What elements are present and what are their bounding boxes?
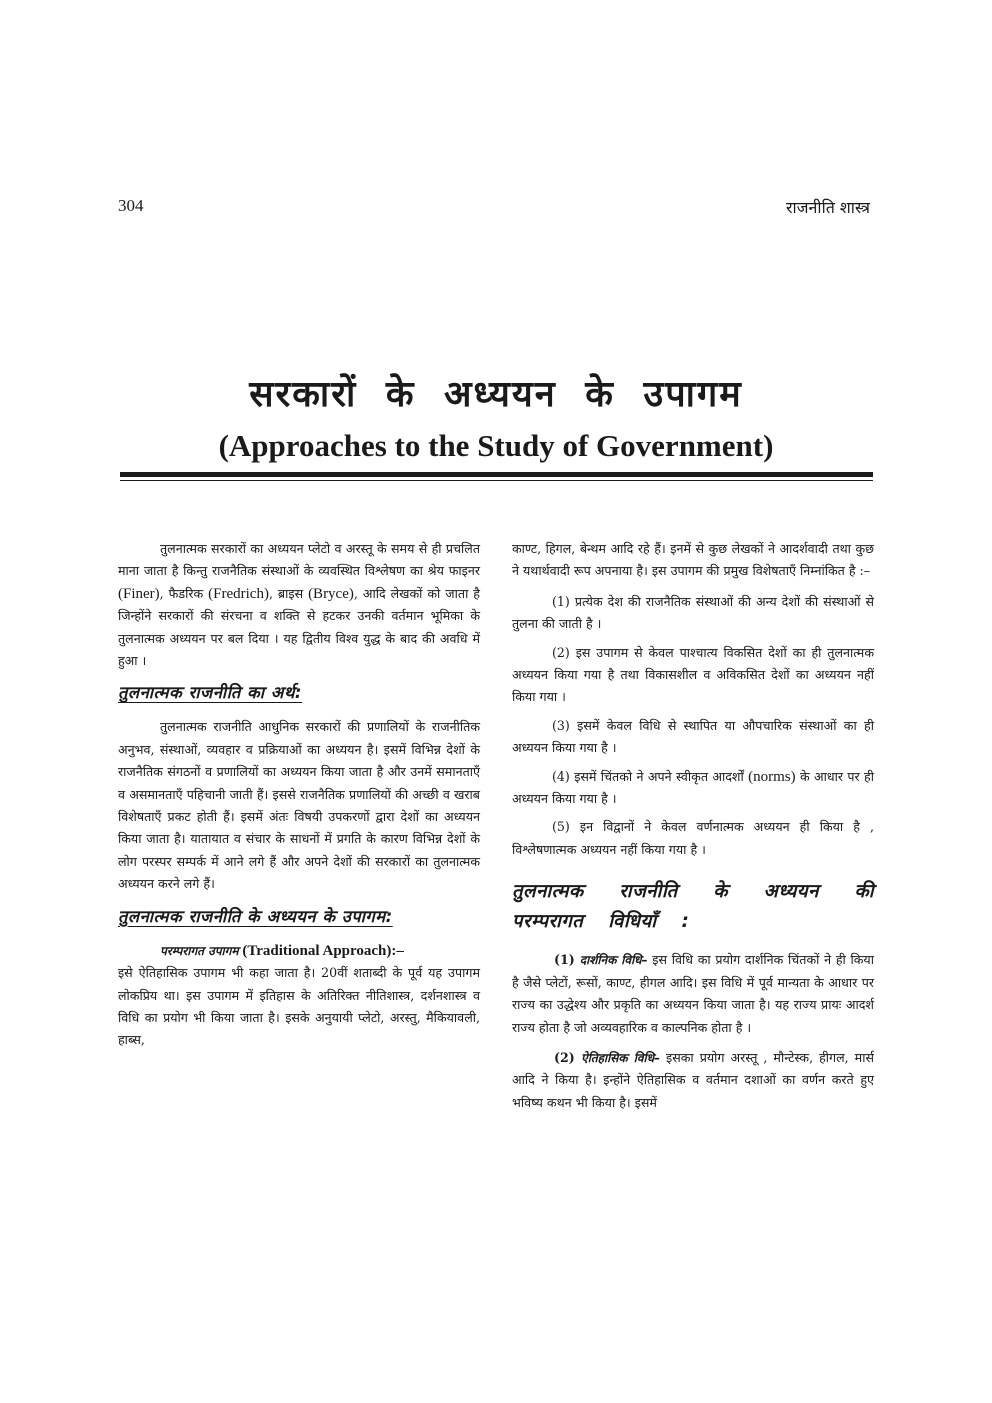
heading-traditional-methods: तुलनात्मक राजनीति के अध्ययन की परम्परागत विधियाँ : [512,881,874,933]
feature-4-tail: के आधार पर ही अध्ययन किया गया है । [512,768,874,807]
intro-text-3: , ब्राइस [268,585,309,601]
traditional-label-english: (Traditional Approach):– [238,942,404,959]
feature-item-5: (5) इन विद्वानों ने केवल वर्णनात्मक अध्ययन ही किया है , विश्लेषणात्मक अध्ययन नहीं किया गया है । [512,819,874,857]
page-number: 304 [118,196,144,215]
heading-meaning-text: तुलनात्मक राजनीति का अर्थ: [118,683,302,703]
method-2-number: (2) [554,1049,582,1065]
method-1-label: दार्शनिक विधि– [579,953,648,968]
left-column [118,538,480,1060]
feature-4-text: (4) इसमें चिंतको ने अपने स्वीकृत आदर्शों [552,768,749,784]
right-column [512,538,874,1122]
heading-meaning [118,682,480,704]
traditional-approach-paragraph: इसे ऐतिहासिक उपागम भी कहा जाता है। 20वीं शताब्दी के पूर्व यह उपागम लोकप्रिय था। इस उपागम में इतिहास के अतिरिक्त नीतिशास्त्र, दर्शनशास्त्र व विधि का प्रयोग भी किया जाता है। इसके अनुयायी प्लेटो, अरस्तु, मैकियावली, हाब्स, [118,965,480,1048]
title-rule-thick [120,472,873,477]
running-title: राजनीति शास्त्र [785,198,870,217]
method-2-label: ऐतिहासिक विधि– [581,1050,661,1065]
feature-item-4 [512,766,874,811]
intro-bryce: (Bryce) [308,585,354,602]
method-philosophical [512,949,874,1039]
continuation-paragraph: काण्ट, हिगल, बेन्थम आदि रहे हैं। इनमें से कुछ लेखकों ने आदर्शवादी तथा कुछ ने यथार्थवादी रूप अपनाया है। इस उपागम की प्रमुख विशेषताएँ निम्नांकित है :– [512,541,874,579]
intro-paragraph [118,538,480,672]
heading-approaches-text: तुलनात्मक राजनीति के अध्ययन के उपागम: [118,906,393,926]
traditional-label: परम्परागत उपागम [160,943,239,958]
traditional-approach-lead [118,940,480,962]
intro-text-1: तुलनात्मक सरकारों का अध्ययन प्लेटो व अरस्तू के समय से ही प्रचलित माना जाता है किन्तु राजनैतिक संस्थाओं के व्यवस्थित विश्लेषण का श्रेय फाइनर [118,541,480,579]
method-1-number: (1) [554,952,580,968]
feature-item-3: (3) इसमें केवल विधि से स्थापित या औपचारिक संस्थाओं का ही अध्ययन किया गया है । [512,717,874,756]
feature-item-1: (1) प्रत्येक देश की राजनैतिक संस्थाओं की अन्य देशों की संस्थाओं से तुलना की जाती है । [512,593,874,632]
intro-text-4: , आदि लेखकों को जाता है जिन्होंने सरकारों की संरचना व शक्ति से हटकर उनकी वर्तमान भूमिका के तुलनात्मक अध्ययन पर बल दिया । यह द्वितीय विश्व युद्ध के बाद की अवधि में हुआ । [118,585,480,669]
meaning-paragraph: तुलनात्मक राजनीति आधुनिक सरकारों की प्रणालियों के राजनीतिक अनुभव, संस्थाओं, व्यवहार व प्रक्रियाओं का अध्ययन है। इसमें विभिन्न देशों के राजनैतिक संगठनों व प्रणालियों का अध्ययन किया जाता है और उनमें समानताएँ व असमानताएँ पहिचानी जाती हैं। इससे राजनैतिक प्रणालियों की अच्छी व खराब विशेषताएँ प्रकट होती हैं। इसमें अंतः विषयी उपकरणों द्वारा देशों का अध्ययन किया जाता है। यातायात व संचार के साधनों में प्रगति के कारण विभिन्न देशों के लोग परस्पर सम्पर्क में आने लगे हैं और अपने देशों की सरकारों का तुलनात्मक अध्ययन करने लगे हैं। [118,719,480,892]
heading-approaches [118,906,480,928]
feature-4-norms: (norms) [748,768,796,785]
intro-fredrich: (Fredrich) [208,585,269,602]
chapter-title-english: (Approaches to the Study of Government) [218,428,774,463]
title-rule-thin [120,480,873,481]
intro-finer: (Finer) [118,585,160,602]
method-historical [512,1047,874,1114]
method-2-text: इसका प्रयोग अरस्तू , मौन्टेस्क, हीगल, मार्स आदि ने किया है। इन्होंने ऐतिहासिक व वर्तमान दशाओं का वर्णन करते हुए भविष्य कथन भी किया है। इसमें [512,1049,874,1110]
running-head [118,196,870,220]
feature-item-2: (2) इस उपागम से केवल पाश्चात्य विकसित देशों का ही तुलनात्मक अध्ययन किया गया है तथा विकासशील व अविकसित देशों का अध्ययन नहीं किया गया । [512,644,874,705]
intro-text-2: , फैडरिक [159,585,209,601]
method-1-text: इस विधि का प्रयोग दार्शनिक चिंतकों ने ही किया है जैसे प्लेटों, रूसों, काण्ट, हीगल आदि। इस विधि में पूर्व मान्यता के आधार पर राज्य का उद्धेश्य और प्रकृति का अध्ययन किया जाता है। यह राज्य प्रायः आदर्श राज्य होता है जो अव्यवहारिक व काल्पनिक होता है । [512,952,874,1035]
chapter-title-hindi: सरकारों के अध्ययन के उपागम [249,374,743,415]
